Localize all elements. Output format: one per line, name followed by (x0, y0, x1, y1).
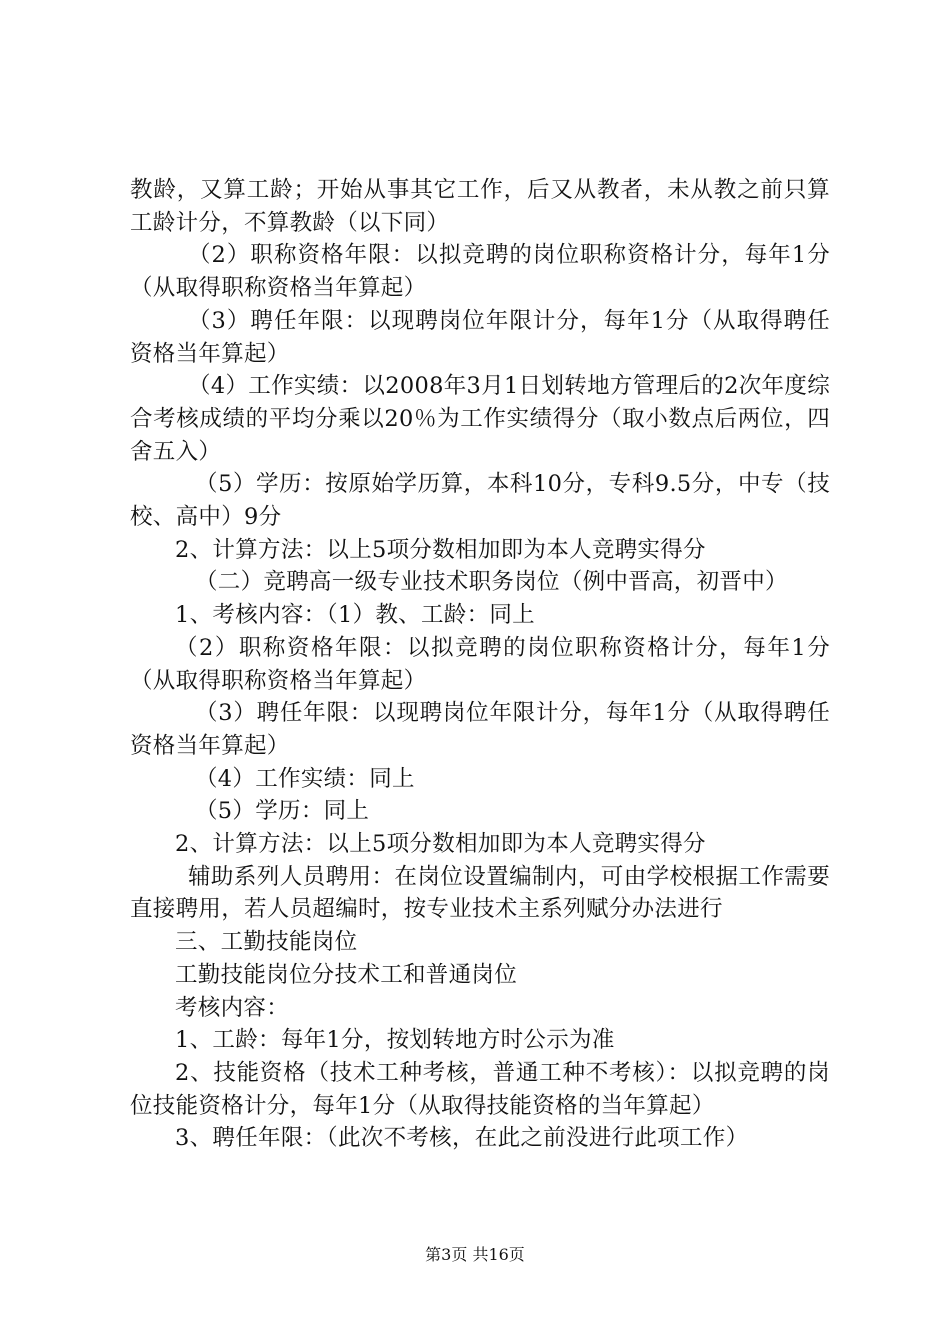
paragraph-3: （3）聘任年限：以现聘岗位年限计分，每年1分（从取得聘任资格当年算起） (130, 307, 830, 367)
paragraph-19: 2、技能资格（技术工种考核，普通工种不考核）：以拟竞聘的岗位技能资格计分，每年1分（从取得技能资格的当年算起） (130, 1059, 830, 1119)
paragraph-6: 2、计算方法：以上5项分数相加即为本人竞聘实得分 (175, 536, 706, 563)
page-footer (0, 1242, 950, 1265)
paragraph-4: （4）工作实绩：以2008年3月1日划转地方管理后的2次年度综合考核成绩的平均分乘以20％为工作实绩得分（取小数点后两位，四舍五入） (130, 373, 830, 465)
paragraph-10: （3）聘任年限：以现聘岗位年限计分，每年1分（从取得聘任资格当年算起） (130, 700, 830, 759)
paragraph-17: 考核内容： (175, 994, 290, 1021)
paragraph-11: （4）工作实绩：同上 (195, 765, 415, 792)
paragraph-18: 1、工龄：每年1分，按划转地方时公示为准 (175, 1027, 615, 1054)
paragraph-7: （二）竞聘高一级专业技术职务岗位（例中晋高，初晋中） (195, 569, 788, 596)
paragraph-15: 三、工勤技能岗位 (175, 929, 358, 956)
paragraph-9: （2）职称资格年限：以拟竞聘的岗位职称资格计分，每年1分（从取得职称资格当年算起） (130, 634, 830, 694)
paragraph-1: 教龄，又算工龄；开始从事其它工作，后又从教者，未从教之前只算工龄计分，不算教龄（以下同） (130, 177, 830, 236)
paragraph-16: 工勤技能岗位分技术工和普通岗位 (175, 961, 518, 988)
document-body (130, 174, 830, 1155)
paragraph-20: 3、聘任年限：（此次不考核，在此之前没进行此项工作） (175, 1125, 749, 1152)
paragraph-12: （5）学历：同上 (195, 798, 370, 825)
page-number-label: 第3页 共16页 (425, 1245, 525, 1264)
paragraph-13: 2、计算方法：以上5项分数相加即为本人竞聘实得分 (175, 831, 706, 858)
paragraph-14: 辅助系列人员聘用：在岗位设置编制内，可由学校根据工作需要直接聘用，若人员超编时，按专业技术主系列赋分办法进行 (130, 863, 830, 923)
paragraph-5: （5）学历：按原始学历算，本科10分，专科9.5分，中专（技校、高中）9分 (130, 471, 830, 531)
paragraph-8: 1、考核内容：（1）教、工龄：同上 (175, 602, 535, 629)
paragraph-2: （2）职称资格年限：以拟竞聘的岗位职称资格计分，每年1分（从取得职称资格当年算起） (130, 242, 830, 302)
